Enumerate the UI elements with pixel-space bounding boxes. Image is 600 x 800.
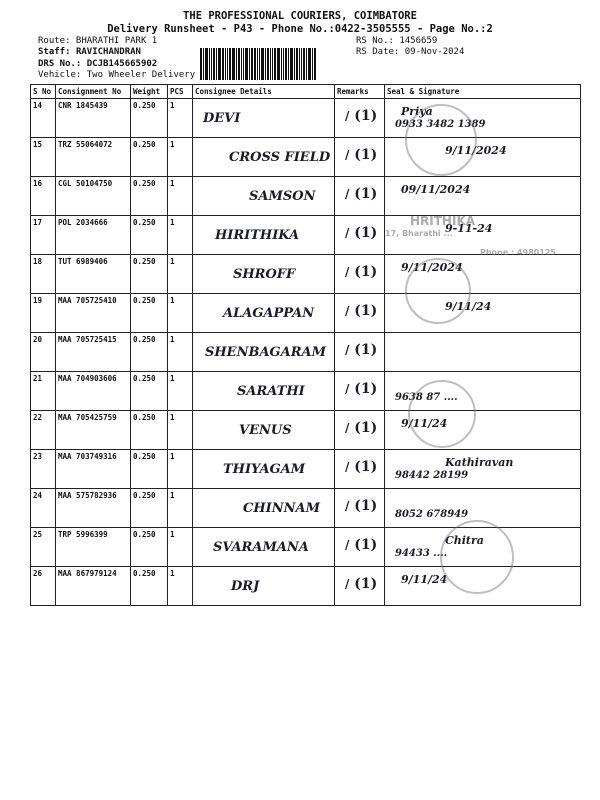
barcode-bar — [274, 48, 276, 80]
remark-mark: / (1) — [345, 108, 378, 124]
signature: Chitra — [445, 534, 484, 547]
cell-consignee — [193, 528, 335, 567]
col-pcs: PCS — [168, 85, 193, 99]
cell-consignment-no: CNR 1845439 — [56, 99, 131, 138]
cell-signature — [385, 450, 581, 489]
barcode-bar — [259, 48, 260, 80]
seal-stamp — [405, 258, 471, 324]
remark-mark: / (1) — [345, 459, 378, 475]
consignee-name: SAMSON — [249, 189, 316, 204]
consignee-name: ALAGAPPAN — [223, 306, 315, 321]
remark-mark: / (1) — [345, 186, 378, 202]
cell-weight: 0.250 — [131, 489, 168, 528]
cell-consignee — [193, 138, 335, 177]
remark-code: 1 — [360, 576, 371, 592]
cell-pcs: 1 — [168, 528, 193, 567]
vehicle: Vehicle: Two Wheeler Delivery — [38, 70, 196, 80]
cell-remarks — [335, 411, 385, 450]
cell-consignee — [193, 216, 335, 255]
cell-sno: 23 — [31, 450, 56, 489]
barcode-bar — [254, 48, 256, 80]
cell-consignment-no: TRZ 55064072 — [56, 138, 131, 177]
barcode-bar — [294, 48, 295, 80]
cell-consignee — [193, 411, 335, 450]
remark-mark: / (1) — [345, 342, 378, 358]
remark-mark: / (1) — [345, 498, 378, 514]
consignee-name: SHROFF — [233, 267, 296, 282]
cell-consignee — [193, 294, 335, 333]
cell-sno: 22 — [31, 411, 56, 450]
remark-mark: / (1) — [345, 303, 378, 319]
remark-code: 1 — [360, 459, 371, 475]
consignee-name: CHINNAM — [243, 501, 320, 516]
cell-weight: 0.250 — [131, 567, 168, 606]
barcode-bar — [245, 48, 248, 80]
col-sno: S No — [31, 85, 56, 99]
barcode-bar — [213, 48, 215, 80]
table-row — [31, 489, 581, 528]
signature: 9-11-24 — [445, 222, 493, 235]
table-row — [31, 294, 581, 333]
cell-sno: 24 — [31, 489, 56, 528]
cell-remarks — [335, 567, 385, 606]
table-row — [31, 333, 581, 372]
remark-code: 1 — [360, 108, 371, 124]
consignee-name: THIYAGAM — [223, 462, 306, 477]
cell-pcs: 1 — [168, 489, 193, 528]
table-row — [31, 372, 581, 411]
company-title: THE PROFESSIONAL COURIERS, COIMBATORE — [183, 10, 417, 22]
cell-sno: 26 — [31, 567, 56, 606]
remark-mark: / (1) — [345, 147, 378, 163]
barcode-bar — [216, 48, 217, 80]
rs-date: RS Date: 09-Nov-2024 — [356, 47, 465, 57]
signature-phone: 0933 3482 1389 — [395, 119, 486, 130]
barcode-bar — [257, 48, 258, 80]
barcode-bar — [225, 48, 226, 80]
cell-consignment-no: TUT 6989406 — [56, 255, 131, 294]
hrithika-stamp-phone: Phone : 4980125 — [480, 248, 556, 257]
staff — [38, 47, 141, 57]
rs-number: RS No.: 1456659 — [356, 36, 438, 46]
hrithika-stamp: HRITHIKA — [410, 214, 476, 228]
table-row — [31, 138, 581, 177]
cell-remarks — [335, 372, 385, 411]
signature: 9/11/2024 — [401, 261, 463, 274]
col-consignee: Consignee Details — [193, 85, 335, 99]
table-row — [31, 99, 581, 138]
signature: 09/11/2024 — [401, 183, 471, 196]
cell-consignee — [193, 489, 335, 528]
cell-signature — [385, 177, 581, 216]
cell-sno: 16 — [31, 177, 56, 216]
barcode-bar — [283, 48, 284, 80]
signature-phone: 8052 678949 — [395, 509, 469, 520]
barcode — [200, 48, 350, 80]
consignee-name: SARATHI — [237, 384, 305, 399]
cell-pcs: 1 — [168, 333, 193, 372]
remark-mark: / (1) — [345, 225, 378, 241]
barcode-bar — [299, 48, 300, 80]
cell-remarks — [335, 333, 385, 372]
barcode-bar — [241, 48, 242, 80]
cell-sno: 19 — [31, 294, 56, 333]
remark-mark: / (1) — [345, 381, 378, 397]
barcode-bar — [290, 48, 293, 80]
cell-weight: 0.250 — [131, 372, 168, 411]
cell-consignment-no: MAA 703749316 — [56, 450, 131, 489]
barcode-bar — [277, 48, 280, 80]
cell-consignment-no: CGL 50104750 — [56, 177, 131, 216]
cell-consignment-no: TRP 5996399 — [56, 528, 131, 567]
signature: 9/11/24 — [401, 417, 448, 430]
cell-weight: 0.250 — [131, 216, 168, 255]
cell-pcs: 1 — [168, 138, 193, 177]
cell-pcs: 1 — [168, 294, 193, 333]
barcode-bar — [238, 48, 240, 80]
staff-label: Staff: — [38, 47, 71, 57]
signature: Kathiravan — [445, 456, 514, 469]
barcode-bar — [222, 48, 224, 80]
consignee-name: SVARAMANA — [213, 540, 309, 555]
cell-remarks — [335, 177, 385, 216]
table-row — [31, 177, 581, 216]
cell-weight: 0.250 — [131, 177, 168, 216]
consignee-name: SHENBAGARAM — [205, 345, 327, 360]
cell-weight: 0.250 — [131, 99, 168, 138]
cell-weight: 0.250 — [131, 528, 168, 567]
cell-pcs: 1 — [168, 255, 193, 294]
consignee-name: DEVI — [203, 111, 241, 126]
signature-phone: 94433 .... — [395, 548, 448, 559]
cell-consignment-no: MAA 867979124 — [56, 567, 131, 606]
signature-phone: 98442 28199 — [395, 470, 469, 481]
cell-weight: 0.250 — [131, 138, 168, 177]
cell-consignment-no: MAA 705725415 — [56, 333, 131, 372]
cell-remarks — [335, 450, 385, 489]
table-header — [31, 85, 581, 99]
remark-code: 1 — [360, 420, 371, 436]
cell-sno: 14 — [31, 99, 56, 138]
col-signature: Seal & Signature — [385, 85, 581, 99]
cell-consignee — [193, 99, 335, 138]
cell-remarks — [335, 255, 385, 294]
cell-pcs: 1 — [168, 567, 193, 606]
runsheet-title: Delivery Runsheet - P43 - Phone No.:0422-3505555 - Page No.:2 — [107, 23, 493, 35]
barcode-bar — [285, 48, 287, 80]
cell-consignment-no: MAA 705725410 — [56, 294, 131, 333]
cell-pcs: 1 — [168, 177, 193, 216]
cell-weight: 0.250 — [131, 450, 168, 489]
seal-stamp — [405, 104, 477, 176]
barcode-bar — [236, 48, 237, 80]
barcode-bar — [312, 48, 313, 80]
barcode-bar — [251, 48, 253, 80]
cell-remarks — [335, 99, 385, 138]
cell-consignment-no: MAA 575782936 — [56, 489, 131, 528]
cell-sno: 15 — [31, 138, 56, 177]
remark-code: 1 — [360, 147, 371, 163]
staff-name: RAVICHANDRAN — [75, 47, 141, 57]
cell-remarks — [335, 294, 385, 333]
route: Route: BHARATHI PARK 1 — [38, 36, 158, 46]
barcode-bar — [243, 48, 244, 80]
barcode-bar — [232, 48, 235, 80]
drs-number: DRS No.: DCJB145665902 — [38, 59, 158, 69]
barcode-bar — [267, 48, 269, 80]
barcode-bar — [200, 48, 202, 80]
cell-pcs: 1 — [168, 450, 193, 489]
seal-stamp — [440, 520, 514, 594]
barcode-bar — [205, 48, 208, 80]
barcode-bar — [211, 48, 212, 80]
barcode-bar — [303, 48, 305, 80]
consignee-name: VENUS — [239, 423, 292, 438]
cell-remarks — [335, 528, 385, 567]
consignee-name: CROSS FIELD — [229, 150, 331, 165]
barcode-bar — [314, 48, 316, 80]
table-row — [31, 255, 581, 294]
remark-code: 1 — [360, 381, 371, 397]
cell-consignee — [193, 567, 335, 606]
signature: 9/11/24 — [401, 573, 448, 586]
cell-remarks — [335, 489, 385, 528]
signature: 9/11/2024 — [445, 144, 507, 157]
cell-pcs: 1 — [168, 216, 193, 255]
cell-sno: 21 — [31, 372, 56, 411]
barcode-bar — [272, 48, 273, 80]
consignee-name: HIRITHIKA — [215, 228, 300, 243]
remark-code: 1 — [360, 342, 371, 358]
barcode-bar — [249, 48, 250, 80]
barcode-bar — [229, 48, 231, 80]
cell-weight: 0.250 — [131, 294, 168, 333]
barcode-bar — [296, 48, 298, 80]
col-weight: Weight — [131, 85, 168, 99]
cell-consignee — [193, 372, 335, 411]
remark-code: 1 — [360, 498, 371, 514]
barcode-bar — [265, 48, 266, 80]
barcode-bar — [301, 48, 302, 80]
table-row — [31, 411, 581, 450]
remark-mark: / (1) — [345, 537, 378, 553]
cell-consignee — [193, 450, 335, 489]
cell-consignee — [193, 255, 335, 294]
cell-remarks — [335, 216, 385, 255]
cell-consignment-no: POL 2034666 — [56, 216, 131, 255]
hrithika-stamp-address: 17, Bharathi ... — [385, 229, 453, 238]
remark-mark: / (1) — [345, 420, 378, 436]
cell-sno: 25 — [31, 528, 56, 567]
cell-remarks — [335, 138, 385, 177]
signature-phone: 9638 87 .... — [395, 392, 458, 403]
barcode-bar — [203, 48, 204, 80]
cell-signature — [385, 333, 581, 372]
barcode-bar — [227, 48, 228, 80]
cell-weight: 0.250 — [131, 255, 168, 294]
cell-pcs: 1 — [168, 372, 193, 411]
barcode-bar — [209, 48, 210, 80]
remark-mark: / (1) — [345, 264, 378, 280]
cell-consignee — [193, 333, 335, 372]
barcode-bar — [308, 48, 311, 80]
cell-weight: 0.250 — [131, 333, 168, 372]
cell-sno: 20 — [31, 333, 56, 372]
signature: Priya — [401, 105, 433, 118]
cell-consignment-no: MAA 704903606 — [56, 372, 131, 411]
cell-sno: 17 — [31, 216, 56, 255]
cell-consignee — [193, 177, 335, 216]
cell-pcs: 1 — [168, 99, 193, 138]
remark-code: 1 — [360, 186, 371, 202]
barcode-bar — [218, 48, 221, 80]
remark-code: 1 — [360, 537, 371, 553]
cell-consignment-no: MAA 705425759 — [56, 411, 131, 450]
remark-mark: / (1) — [345, 576, 378, 592]
remark-code: 1 — [360, 303, 371, 319]
col-consignment: Consignment No — [56, 85, 131, 99]
cell-sno: 18 — [31, 255, 56, 294]
barcode-bar — [306, 48, 307, 80]
cell-pcs: 1 — [168, 411, 193, 450]
barcode-bar — [270, 48, 271, 80]
barcode-bar — [261, 48, 264, 80]
remark-code: 1 — [360, 264, 371, 280]
barcode-bar — [288, 48, 289, 80]
consignee-name: DRJ — [231, 579, 260, 594]
seal-stamp — [408, 380, 476, 448]
table-row — [31, 450, 581, 489]
barcode-bar — [281, 48, 282, 80]
col-remarks: Remarks — [335, 85, 385, 99]
signature: 9/11/24 — [445, 300, 492, 313]
cell-weight: 0.250 — [131, 411, 168, 450]
remark-code: 1 — [360, 225, 371, 241]
